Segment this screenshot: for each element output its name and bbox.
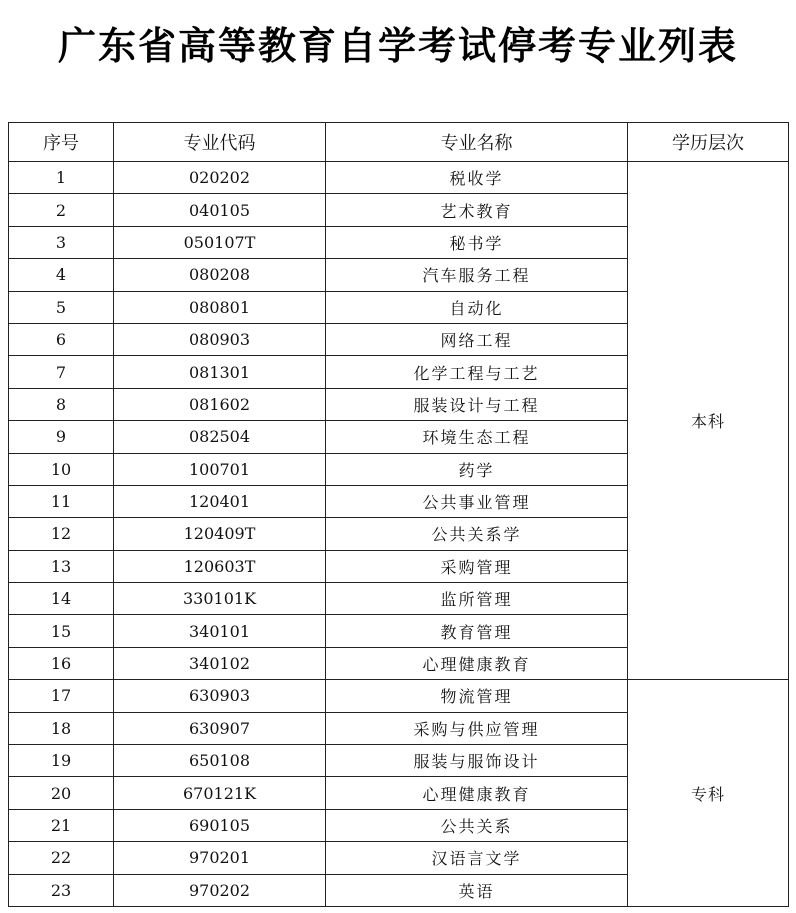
cell-seq: 19	[9, 745, 114, 777]
cell-seq: 17	[9, 680, 114, 712]
cell-major-name: 英语	[326, 874, 628, 906]
cell-major-name: 艺术教育	[326, 194, 628, 226]
cell-major-code: 081301	[114, 356, 326, 388]
page-title: 广东省高等教育自学考试停考专业列表	[57, 24, 738, 68]
cell-seq: 22	[9, 842, 114, 874]
cell-major-name: 化学工程与工艺	[326, 356, 628, 388]
discontinued-majors-table	[8, 122, 789, 907]
cell-seq: 9	[9, 421, 114, 453]
table-row	[9, 162, 789, 194]
cell-major-name: 服装与服饰设计	[326, 745, 628, 777]
table-body	[9, 162, 789, 907]
header-major-name: 专业名称	[326, 123, 628, 162]
cell-major-name: 公共关系	[326, 809, 628, 841]
cell-major-code: 330101K	[114, 583, 326, 615]
cell-seq: 8	[9, 388, 114, 420]
cell-major-code: 020202	[114, 162, 326, 194]
cell-major-code: 080903	[114, 323, 326, 355]
cell-seq: 15	[9, 615, 114, 647]
cell-major-code: 120603T	[114, 550, 326, 582]
cell-seq: 1	[9, 162, 114, 194]
header-seq: 序号	[9, 123, 114, 162]
cell-major-name: 自动化	[326, 291, 628, 323]
cell-seq: 6	[9, 323, 114, 355]
cell-seq: 12	[9, 518, 114, 550]
cell-major-code: 080801	[114, 291, 326, 323]
cell-major-code: 120409T	[114, 518, 326, 550]
table-row	[9, 680, 789, 712]
cell-major-name: 服装设计与工程	[326, 388, 628, 420]
cell-seq: 16	[9, 647, 114, 679]
cell-major-code: 082504	[114, 421, 326, 453]
table-header-row	[9, 123, 789, 162]
cell-major-code: 081602	[114, 388, 326, 420]
cell-major-name: 教育管理	[326, 615, 628, 647]
cell-major-name: 汉语言文学	[326, 842, 628, 874]
cell-major-name: 公共事业管理	[326, 485, 628, 517]
cell-major-name: 药学	[326, 453, 628, 485]
cell-major-name: 物流管理	[326, 680, 628, 712]
cell-major-name: 税收学	[326, 162, 628, 194]
cell-major-code: 340101	[114, 615, 326, 647]
cell-major-code: 630903	[114, 680, 326, 712]
cell-major-code: 040105	[114, 194, 326, 226]
cell-education-level: 本科	[628, 162, 789, 680]
cell-major-name: 心理健康教育	[326, 777, 628, 809]
cell-major-name: 秘书学	[326, 226, 628, 258]
cell-seq: 7	[9, 356, 114, 388]
cell-seq: 23	[9, 874, 114, 906]
cell-major-code: 100701	[114, 453, 326, 485]
cell-major-code: 690105	[114, 809, 326, 841]
cell-seq: 21	[9, 809, 114, 841]
cell-major-code: 970202	[114, 874, 326, 906]
header-education-level: 学历层次	[628, 123, 789, 162]
cell-major-code: 970201	[114, 842, 326, 874]
cell-seq: 10	[9, 453, 114, 485]
header-major-code: 专业代码	[114, 123, 326, 162]
cell-major-name: 环境生态工程	[326, 421, 628, 453]
cell-major-code: 670121K	[114, 777, 326, 809]
cell-seq: 4	[9, 259, 114, 291]
cell-major-code: 650108	[114, 745, 326, 777]
cell-seq: 18	[9, 712, 114, 744]
cell-major-name: 网络工程	[326, 323, 628, 355]
cell-seq: 5	[9, 291, 114, 323]
cell-major-code: 050107T	[114, 226, 326, 258]
cell-major-code: 340102	[114, 647, 326, 679]
cell-seq: 13	[9, 550, 114, 582]
cell-major-name: 汽车服务工程	[326, 259, 628, 291]
cell-seq: 2	[9, 194, 114, 226]
cell-seq: 11	[9, 485, 114, 517]
cell-major-name: 心理健康教育	[326, 647, 628, 679]
cell-education-level: 专科	[628, 680, 789, 907]
cell-major-code: 080208	[114, 259, 326, 291]
cell-major-name: 采购管理	[326, 550, 628, 582]
cell-major-name: 公共关系学	[326, 518, 628, 550]
cell-major-name: 采购与供应管理	[326, 712, 628, 744]
cell-major-name: 监所管理	[326, 583, 628, 615]
cell-seq: 3	[9, 226, 114, 258]
cell-major-code: 630907	[114, 712, 326, 744]
cell-major-code: 120401	[114, 485, 326, 517]
cell-seq: 14	[9, 583, 114, 615]
cell-seq: 20	[9, 777, 114, 809]
